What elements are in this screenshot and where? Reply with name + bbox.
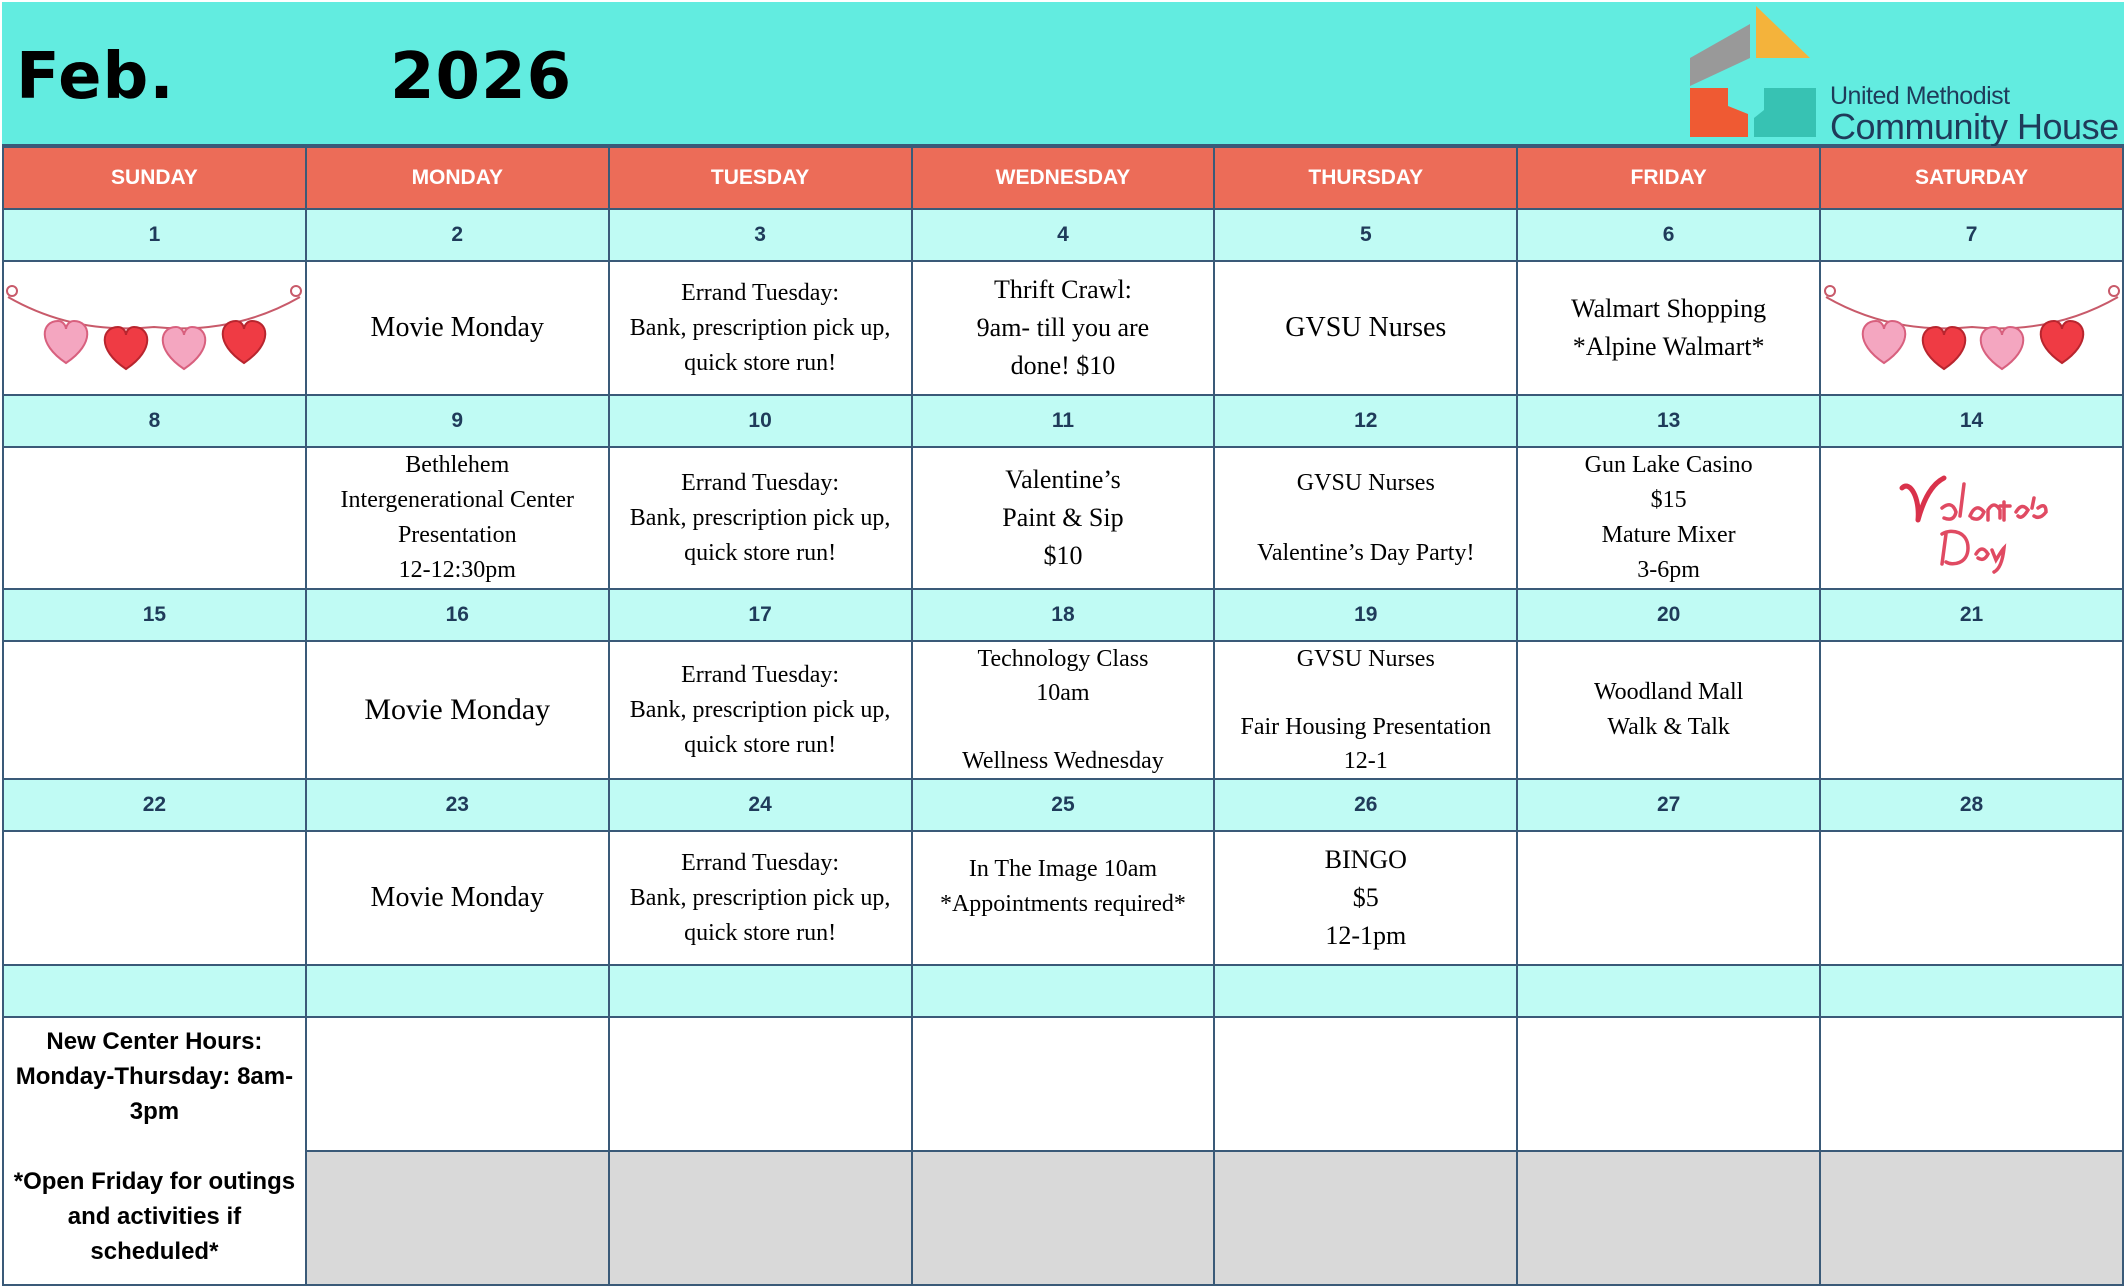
- event-text: GVSU Nurses: [1285, 312, 1447, 343]
- event-cell: [3, 261, 306, 395]
- event-text: Errand Tuesday: Bank, prescription pick up, quick store run!: [629, 661, 891, 758]
- event-cell: [912, 641, 1215, 779]
- event-row: [3, 1017, 2123, 1151]
- event-cell: [1820, 831, 2123, 965]
- date-cell: 5: [1214, 209, 1517, 261]
- event-cell: [1517, 1017, 1820, 1151]
- event-cell: [3, 641, 306, 779]
- logo-text-line2: Community House: [1830, 106, 2119, 147]
- event-cell: [609, 1017, 912, 1151]
- event-cell: [1517, 447, 1820, 589]
- center-hours-text: New Center Hours: Monday-Thursday: 8am-3pm *Open Friday for outings and activities if scheduled*: [13, 1028, 296, 1265]
- event-cell: [306, 831, 609, 965]
- event-cell: [1214, 1017, 1517, 1151]
- weekday-monday: MONDAY: [306, 147, 609, 209]
- event-cell: [306, 261, 609, 395]
- event-cell: [306, 447, 609, 589]
- event-text: Technology Class 10am Wellness Wednesday: [962, 646, 1164, 774]
- date-cell: 4: [912, 209, 1215, 261]
- empty-row: [3, 1151, 2123, 1285]
- date-cell: 17: [609, 589, 912, 641]
- event-row: [3, 447, 2123, 589]
- weekday-thursday: THURSDAY: [1214, 147, 1517, 209]
- event-text: Movie Monday: [364, 693, 551, 726]
- event-text: GVSU Nurses Fair Housing Presentation 12-1: [1240, 646, 1492, 774]
- event-cell: [1214, 831, 1517, 965]
- date-cell: 18: [912, 589, 1215, 641]
- event-text: Valentine’s Paint & Sip $10: [1002, 465, 1124, 570]
- date-cell: [1820, 965, 2123, 1017]
- date-cell: 24: [609, 779, 912, 831]
- event-text: Movie Monday: [370, 312, 544, 343]
- event-cell: [1517, 261, 1820, 395]
- event-text: Errand Tuesday: Bank, prescription pick up, quick store run!: [629, 849, 891, 946]
- heart-garland-icon: [4, 283, 304, 373]
- date-cell: 9: [306, 395, 609, 447]
- event-cell: [1214, 447, 1517, 589]
- event-cell: [3, 831, 306, 965]
- event-text: In The Image 10am *Appointments required*: [939, 856, 1186, 917]
- weekday-tuesday: TUESDAY: [609, 147, 912, 209]
- date-cell: 28: [1820, 779, 2123, 831]
- year-title: 2026: [390, 40, 573, 114]
- date-cell: 25: [912, 779, 1215, 831]
- date-cell: 22: [3, 779, 306, 831]
- event-cell: [3, 447, 306, 589]
- date-row: [3, 779, 2123, 831]
- event-cell: [609, 447, 912, 589]
- event-row: [3, 831, 2123, 965]
- date-cell: [609, 965, 912, 1017]
- event-cell: [609, 261, 912, 395]
- valentines-day-script-icon: [1872, 458, 2072, 578]
- event-text: Thrift Crawl: 9am- till you are done! $10: [976, 275, 1150, 380]
- event-row: [3, 641, 2123, 779]
- date-cell: 1: [3, 209, 306, 261]
- date-cell: 20: [1517, 589, 1820, 641]
- date-row: [3, 965, 2123, 1017]
- date-cell: [1517, 965, 1820, 1017]
- empty-cell: [912, 1151, 1215, 1285]
- empty-cell: [1820, 1151, 2123, 1285]
- event-cell: [1820, 447, 2123, 589]
- empty-cell: [306, 1151, 609, 1285]
- heart-garland-icon: [1822, 283, 2122, 373]
- date-cell: 21: [1820, 589, 2123, 641]
- date-row: [3, 395, 2123, 447]
- date-cell: 13: [1517, 395, 1820, 447]
- date-cell: 27: [1517, 779, 1820, 831]
- event-cell: [1214, 261, 1517, 395]
- center-hours-note: [3, 1017, 306, 1285]
- event-text: BINGO $5 12-1pm: [1324, 845, 1407, 950]
- date-cell: 16: [306, 589, 609, 641]
- date-cell: 6: [1517, 209, 1820, 261]
- weekday-header-row: [3, 147, 2123, 209]
- event-text: Errand Tuesday: Bank, prescription pick up, quick store run!: [629, 279, 891, 376]
- date-cell: [306, 965, 609, 1017]
- date-cell: 7: [1820, 209, 2123, 261]
- date-cell: 26: [1214, 779, 1517, 831]
- date-row: [3, 589, 2123, 641]
- empty-cell: [609, 1151, 912, 1285]
- date-cell: [3, 965, 306, 1017]
- event-row: [3, 261, 2123, 395]
- event-cell: [1517, 831, 1820, 965]
- date-cell: [1214, 965, 1517, 1017]
- event-cell: [1820, 1017, 2123, 1151]
- weekday-friday: FRIDAY: [1517, 147, 1820, 209]
- event-cell: [912, 1017, 1215, 1151]
- date-row: [3, 209, 2123, 261]
- event-cell: [609, 641, 912, 779]
- event-text: Gun Lake Casino $15 Mature Mixer 3-6pm: [1584, 452, 1753, 583]
- date-cell: 15: [3, 589, 306, 641]
- calendar-header: [2, 2, 2124, 146]
- event-cell: [912, 447, 1215, 589]
- event-cell: [1517, 641, 1820, 779]
- date-cell: 10: [609, 395, 912, 447]
- date-cell: 14: [1820, 395, 2123, 447]
- weekday-sunday: SUNDAY: [3, 147, 306, 209]
- event-text: GVSU Nurses Valentine’s Day Party!: [1257, 469, 1475, 566]
- date-cell: 19: [1214, 589, 1517, 641]
- event-cell: [306, 1017, 609, 1151]
- weekday-saturday: SATURDAY: [1820, 147, 2123, 209]
- event-cell: [912, 831, 1215, 965]
- weekday-wednesday: WEDNESDAY: [912, 147, 1215, 209]
- empty-cell: [1517, 1151, 1820, 1285]
- event-text: Errand Tuesday: Bank, prescription pick up, quick store run!: [629, 469, 891, 566]
- event-cell: [1820, 641, 2123, 779]
- month-title: Feb.: [16, 40, 175, 114]
- organization-logo: [1690, 6, 2120, 147]
- date-cell: 3: [609, 209, 912, 261]
- event-text: Movie Monday: [370, 882, 544, 913]
- event-text: Walmart Shopping *Alpine Walmart*: [1571, 294, 1767, 361]
- event-cell: [609, 831, 912, 965]
- date-cell: 2: [306, 209, 609, 261]
- date-cell: [912, 965, 1215, 1017]
- date-cell: 12: [1214, 395, 1517, 447]
- event-cell: [1214, 641, 1517, 779]
- date-cell: 23: [306, 779, 609, 831]
- event-text: Woodland Mall Walk & Talk: [1593, 679, 1744, 740]
- logo-text-line1: United Methodist: [1830, 82, 2010, 110]
- event-cell: [912, 261, 1215, 395]
- event-cell: [306, 641, 609, 779]
- date-cell: 8: [3, 395, 306, 447]
- event-text: Bethlehem Intergenerational Center Presentation 12-12:30pm: [340, 452, 574, 583]
- date-cell: 11: [912, 395, 1215, 447]
- calendar-grid: [2, 146, 2124, 1286]
- empty-cell: [1214, 1151, 1517, 1285]
- logo-mark-icon: [1690, 6, 1830, 142]
- event-cell: [1820, 261, 2123, 395]
